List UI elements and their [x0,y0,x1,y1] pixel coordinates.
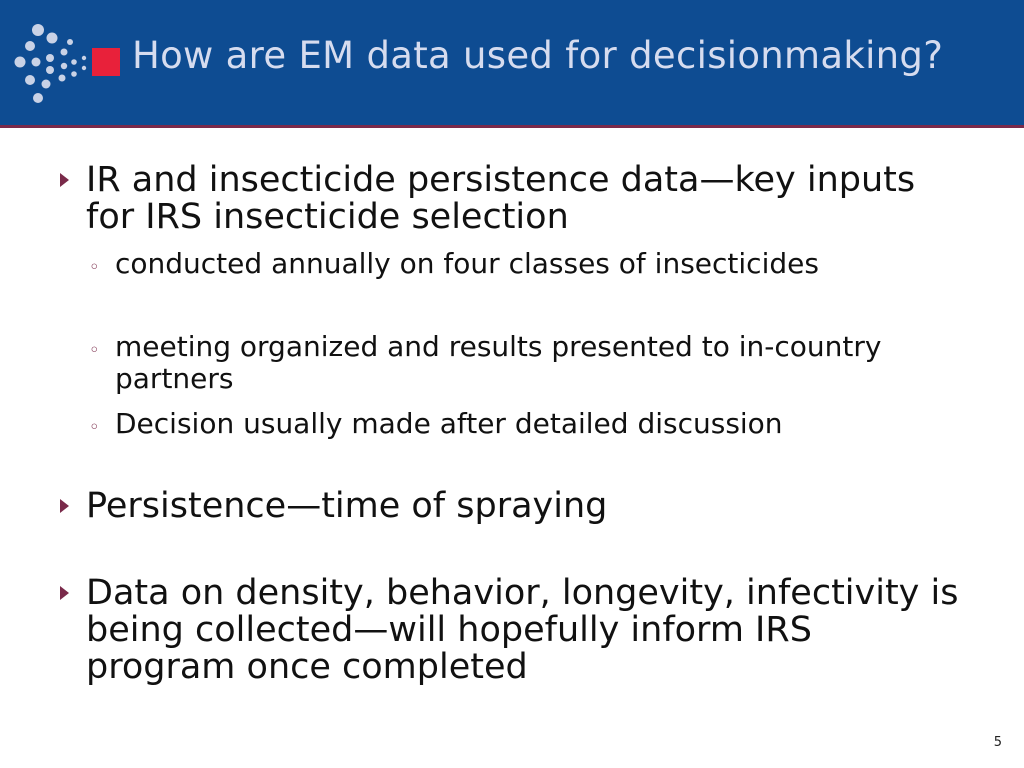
subbullet-item [89,407,955,440]
ring-bullet-icon: ◦ [89,340,100,361]
bullet-item [86,162,966,236]
triangle-bullet-icon [60,499,69,513]
subbullet-item [89,247,955,280]
subbullet-text: Decision usually made after detailed discussion [115,407,783,440]
bullet-text: Persistence—time of spraying [86,486,608,526]
subbullet-text: conducted annually on four classes of insecticides [115,247,819,280]
bullet-text: Data on density, behavior, longevity, infectivity is being collected—will hopefully inform IRS program once completed [86,573,959,687]
slide-title: How are EM data used for decisionmaking? [132,34,944,77]
subbullet-item [89,330,955,395]
bullet-item [86,575,966,686]
bullet-text: IR and insecticide persistence data—key inputs for IRS insecticide selection [86,160,916,237]
triangle-bullet-icon [60,586,69,600]
subbullet-text: meeting organized and results presented to in-country partners [115,330,882,395]
page-number: 5 [993,735,1002,750]
triangle-bullet-icon [60,173,69,187]
bullet-item [86,488,966,525]
ring-bullet-icon: ◦ [89,257,100,278]
ring-bullet-icon: ◦ [89,417,100,438]
